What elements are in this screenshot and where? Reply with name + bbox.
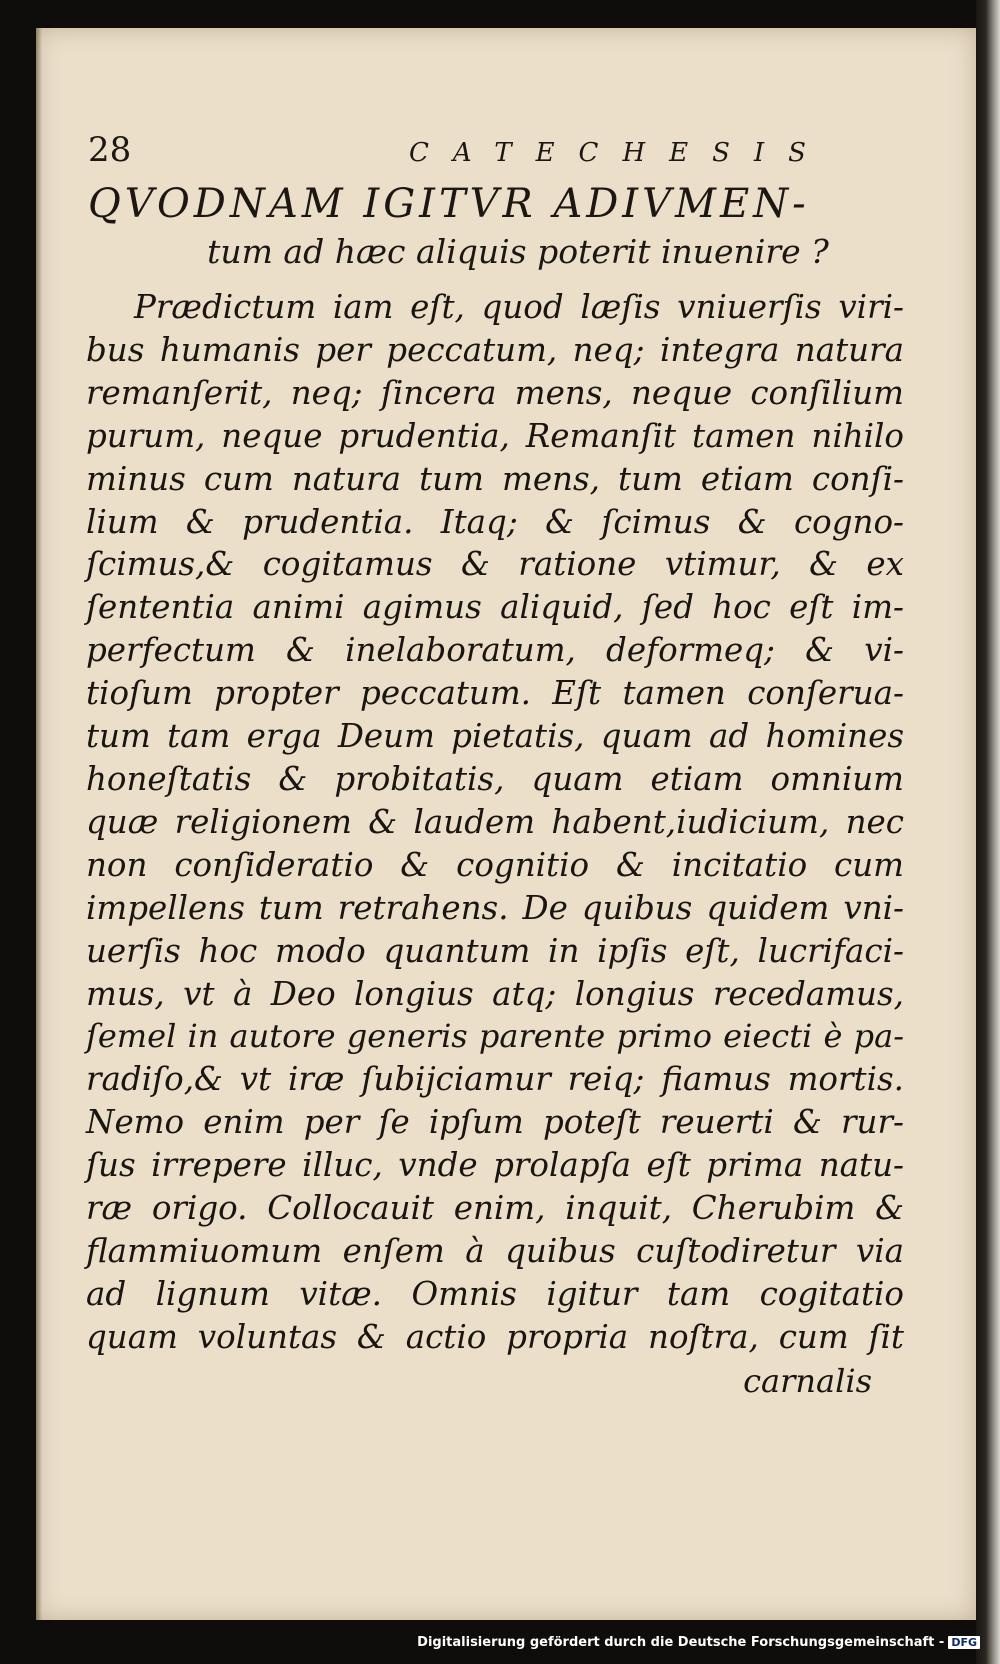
text-line: honeſtatis & probitatis, quam etiam omnium — [86, 759, 904, 798]
text-line: ræ origo. Collocauit enim, inquit, Cherubim & — [86, 1189, 904, 1228]
page-edge-shadow — [36, 28, 42, 1620]
text-line: ſcimus,& cogitamus & ratione vtimur, & ex — [86, 545, 904, 584]
text-line: mus, vt à Deo longius atq; longius recedamus, — [86, 974, 904, 1013]
text-line: radiſo,& vt iræ ſubijciamur reiq; fiamus mortis. — [86, 1060, 904, 1099]
question-line-1: QVODNAM IGITVR ADIVMEN- — [88, 181, 810, 227]
question-heading — [88, 178, 888, 274]
text-line: quam voluntas & actio propria noſtra, cum ſit — [86, 1317, 904, 1356]
text-line: non conſideratio & cognitio & incitatio cum — [86, 845, 904, 884]
text-line: tioſum propter peccatum. Eſt tamen conſerua- — [86, 674, 904, 713]
body-paragraph — [86, 286, 904, 1359]
question-line-2: tum ad hæc aliquis poterit inuenire ? — [207, 232, 829, 271]
text-line: flammiuomum enſem à quibus cuſtodiretur via — [86, 1231, 904, 1270]
text-line: tum tam erga Deum pietatis, quam ad homines — [86, 717, 904, 756]
text-line: Prædictum iam eſt, quod læſis vniuerſis viri- — [134, 288, 904, 326]
text-line: remanſerit, neq; ſincera mens, neque conſilium — [86, 373, 904, 412]
catchword: carnalis — [743, 1362, 872, 1400]
dfg-logo: DFG — [948, 1636, 980, 1649]
text-line: bus humanis per peccatum, neq; integra natura — [86, 330, 904, 369]
digitization-footer — [0, 1620, 1000, 1664]
text-line: perfectum & inelaboratum, deformeq; & vi- — [86, 631, 904, 670]
text-line: ad lignum vitæ. Omnis igitur tam cogitatio — [86, 1274, 904, 1313]
text-line: quæ religionem & laudem habent,iudicium, nec — [86, 802, 904, 841]
text-line: uerſis hoc modo quantum in ipſis eſt, lucrifaci- — [86, 931, 904, 970]
text-line: ſententia animi agimus aliquid, ſed hoc eſt im- — [86, 588, 904, 627]
text-line: lium & prudentia. Itaq; & ſcimus & cogno- — [86, 502, 904, 541]
page-number: 28 — [88, 130, 132, 170]
text-line: minus cum natura tum mens, tum etiam conſi- — [86, 459, 904, 498]
text-line: ſus irrepere illuc, vnde prolapſa eſt prima natu- — [86, 1146, 904, 1185]
running-head — [88, 130, 850, 170]
text-line: impellens tum retrahens. De quibus quidem vni- — [86, 888, 904, 927]
running-title: CATECHESIS — [408, 138, 830, 168]
text-line: purum, neque prudentia, Remanſit tamen nihilo — [86, 416, 904, 455]
text-line: ſemel in autore generis parente primo eiecti è pa- — [86, 1017, 904, 1056]
scan-edge-strip — [976, 0, 1000, 1664]
text-line: Nemo enim per ſe ipſum poteſt reuerti & rur- — [86, 1103, 904, 1142]
footer-credit: Digitalisierung gefördert durch die Deutsche Forschungsgemeinschaft - — [417, 1634, 945, 1650]
